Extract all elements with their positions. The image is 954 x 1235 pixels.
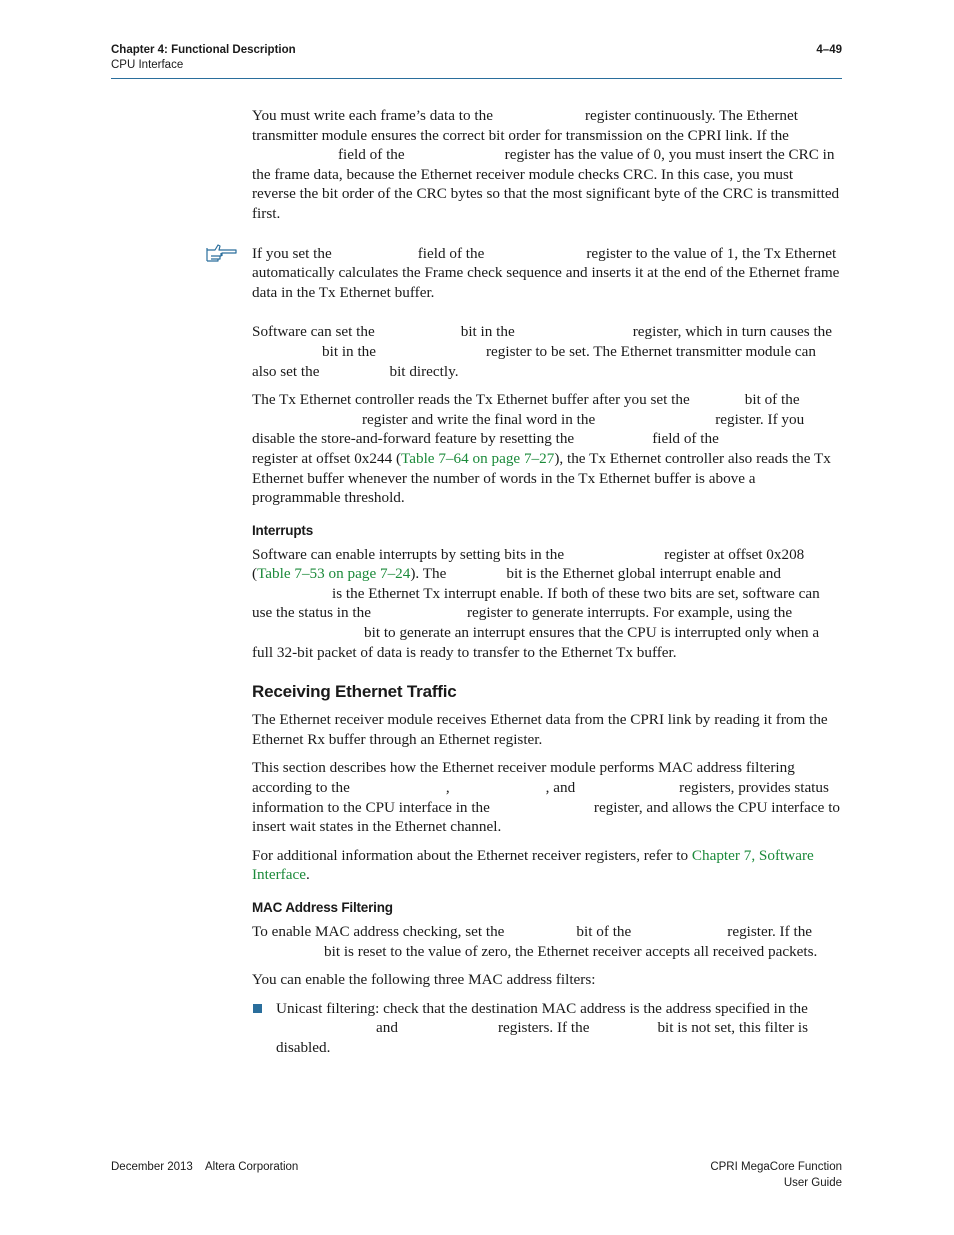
- paragraph-mac-enable: To enable MAC address checking, set the bit of the register. If thebit is reset to the value of zero, the Ethernet receiver accepts all received packets.: [252, 923, 818, 960]
- footer-doc-type: User Guide: [783, 1177, 842, 1189]
- paragraph-tx-controller: The Tx Ethernet controller reads the Tx Ethernet buffer after you set the bit of theregister and write the final word in the register. If you disable the store-and-forward feature by resetting the field of theregister at offset 0x244 (Table 7–64 on page 7–27), the Tx Ethernet controller also reads the Tx Ethernet buffer whenever the number of words in the Tx Ethernet buffer is above a programmable threshold.: [252, 391, 831, 507]
- note-block: [252, 244, 840, 303]
- paragraph-software-set: Software can set the bit in the register, which in turn causes thebit in the register to be set. The Ethernet transmitter module can also set the bit directly.: [252, 323, 833, 380]
- receiving-heading: Receiving Ethernet Traffic: [252, 682, 457, 702]
- table-7-64-link[interactable]: Table 7–64 on page 7–27: [401, 449, 555, 467]
- footer-date-company: December 2013 Altera Corporation: [111, 1161, 299, 1173]
- filter-list: [252, 999, 840, 1058]
- paragraph-mac-filtering-overview: This section describes how the Ethernet receiver module performs MAC address filtering according to the , , and registers, provides status information to the CPU interface in the register, and allows the CPU interface to insert wait states in the Ethernet channel.: [252, 759, 841, 836]
- chapter-title: Chapter 4: Functional Description: [111, 44, 296, 56]
- page-number: 4–49: [816, 44, 842, 56]
- paragraph-frame-data: You must write each frame’s data to the register continuously. The Ethernet transmitter module ensures the correct bit order for transmission on the CPRI link. If thefield of the register has the value of 0, you must insert the CRC in the frame data, because the Ethernet receiver module checks CRC. In this case, you must reverse the bit order of the CRC bytes so that the most significant byte of the CRC is transmitted first.: [252, 107, 840, 222]
- paragraph-interrupts: Software can enable interrupts by setting bits in the register at offset 0x208 (Table 7–53 on page 7–24). The bit is the Ethernet global interrupt enable andis the Ethernet Tx interrupt enable. If both of these two bits are set, software can use the status in the register to generate interrupts. For example, using thebit to generate an interrupt ensures that the CPU is interrupted only when a full 32-bit packet of data is ready to transfer to the Ethernet Tx buffer.: [252, 545, 820, 661]
- paragraph-additional-info: For additional information about the Ethernet receiver registers, refer to Chapter 7, Software Interface.: [252, 846, 814, 884]
- note-text: If you set the field of the register to the value of 1, the Tx Ethernet automatically calculates the Frame check sequence and inserts it at the end of the Ethernet frame data in the Tx Ethernet buffer.: [252, 244, 840, 301]
- paragraph-receiver-intro: The Ethernet receiver module receives Ethernet data from the CPRI link by reading it from the Ethernet Rx buffer through an Ethernet register.: [252, 711, 828, 748]
- interrupts-heading: Interrupts: [252, 522, 314, 538]
- mac-filtering-heading: MAC Address Filtering: [252, 900, 393, 915]
- list-item: Unicast filtering: check that the destination MAC address is the address specified in theand registers. If the bit is not set, this filter is disabled.: [252, 999, 840, 1058]
- page-body: [252, 106, 840, 1058]
- footer-doc-title: CPRI MegaCore Function: [710, 1161, 842, 1173]
- page-header: [111, 42, 842, 79]
- table-7-53-link[interactable]: Table 7–53 on page 7–24: [257, 565, 411, 583]
- section-title: CPU Interface: [111, 59, 184, 71]
- paragraph-filters-intro: You can enable the following three MAC address filters:: [252, 971, 596, 989]
- pointing-hand-icon: [205, 244, 239, 264]
- bullet-square-icon: [253, 1004, 262, 1013]
- chapter-7-link[interactable]: Chapter 7, Software Interface: [252, 846, 814, 884]
